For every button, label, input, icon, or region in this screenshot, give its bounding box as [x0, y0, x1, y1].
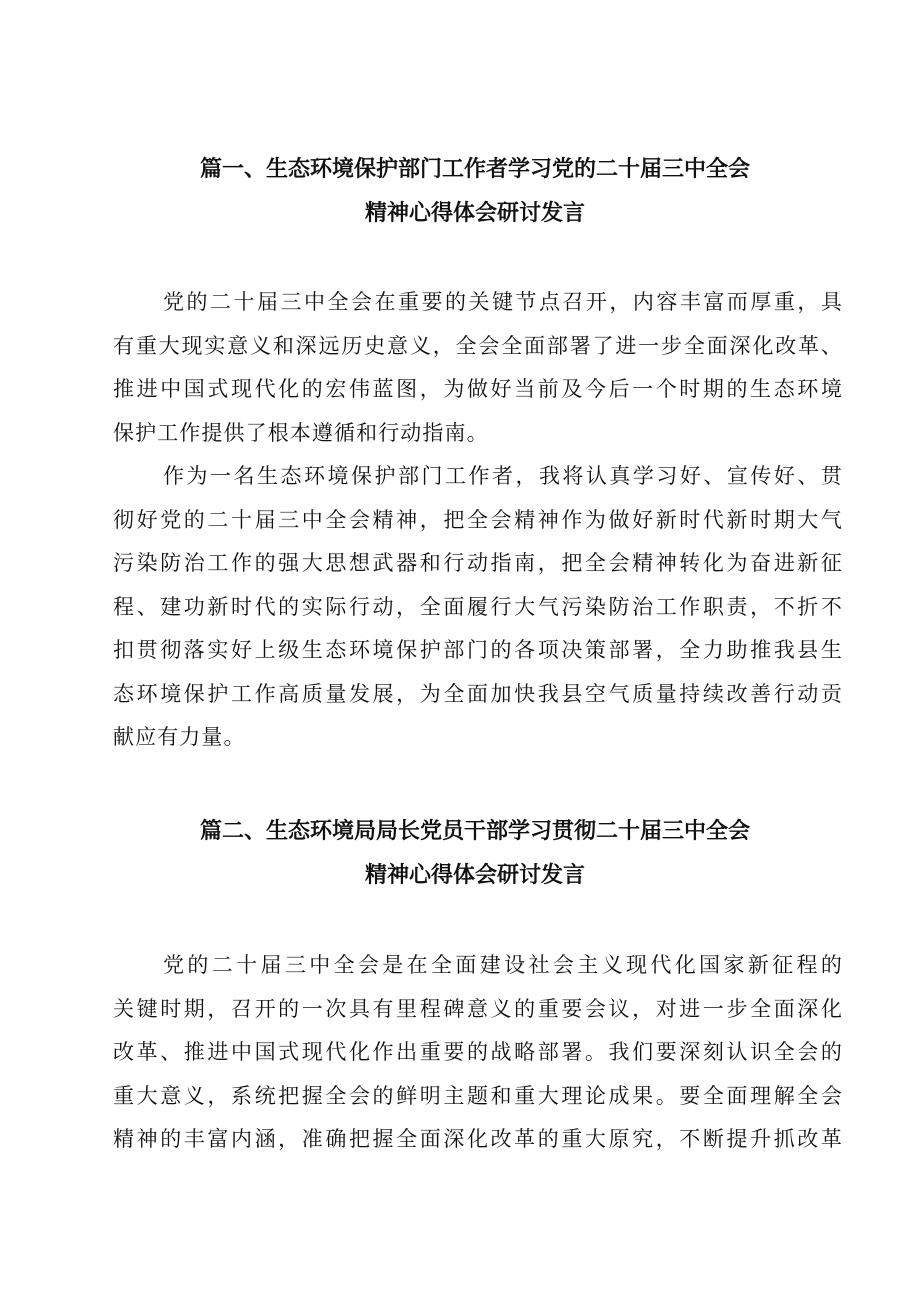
text-line: 党的二十届三中全会是在全面建设社会主义现代化国家新征程的: [163, 953, 843, 977]
text-line: 献应有力量。: [113, 725, 246, 749]
section-2-heading-line-1: 篇二、生态环境局局长党员干部学习贯彻二十届三中全会: [199, 819, 750, 844]
text-line: 有重大现实意义和深远历史意义，全会全面部署了进一步全面深化改革、: [113, 333, 843, 358]
text-line: 彻好党的二十届三中全会精神，把全会精神作为做好新时代新时期大气: [113, 507, 843, 532]
text-line: 扣贯彻落实好上级生态环境保护部门的各项决策部署，全力助推我县生: [113, 638, 843, 662]
section-1-heading: [100, 148, 850, 236]
section-2-heading: [100, 810, 850, 898]
section-1-heading-line-2: 精神心得体会研讨发言: [364, 201, 585, 226]
text-line: 推进中国式现代化的宏伟蓝图，为做好当前及今后一个时期的生态环境: [113, 377, 843, 401]
text-line: 精神的丰富内涵，准确把握全面深化改革的重大原究，不断提升抓改革: [113, 1127, 843, 1151]
text-line: 程、建功新时代的实际行动，全面履行大气污染防治工作职责，不折不: [113, 594, 843, 619]
section-2-heading-line-2: 精神心得体会研讨发言: [364, 863, 585, 888]
section-2-paragraph-1: [113, 944, 843, 1162]
section-1-paragraph-2: [113, 455, 843, 760]
text-line: 保护工作提供了根本遵循和行动指南。: [113, 420, 489, 445]
text-line: 重大意义，系统把握全会的鲜明主题和重大理论成果。要全面理解全会: [113, 1083, 843, 1108]
section-1-heading-line-1: 篇一、生态环境保护部门工作者学习党的二十届三中全会: [199, 157, 750, 182]
text-line: 作为一名生态环境保护部门工作者，我将认真学习好、宣传好、贯: [163, 464, 843, 488]
section-1-paragraph-1: [113, 281, 843, 455]
text-line: 党的二十届三中全会在重要的关键节点召开，内容丰富而厚重，具: [163, 290, 843, 314]
text-line: 改革、推进中国式现代化作出重要的战略部署。我们要深刻认识全会的: [113, 1040, 843, 1064]
text-line: 态环境保护工作高质量发展，为全面加快我县空气质量持续改善行动贡: [113, 681, 843, 706]
text-line: 关键时期，召开的一次具有里程碑意义的重要会议，对进一步全面深化: [113, 996, 843, 1021]
text-line: 污染防治工作的强大思想武器和行动指南，把全会精神转化为奋进新征: [113, 551, 843, 575]
